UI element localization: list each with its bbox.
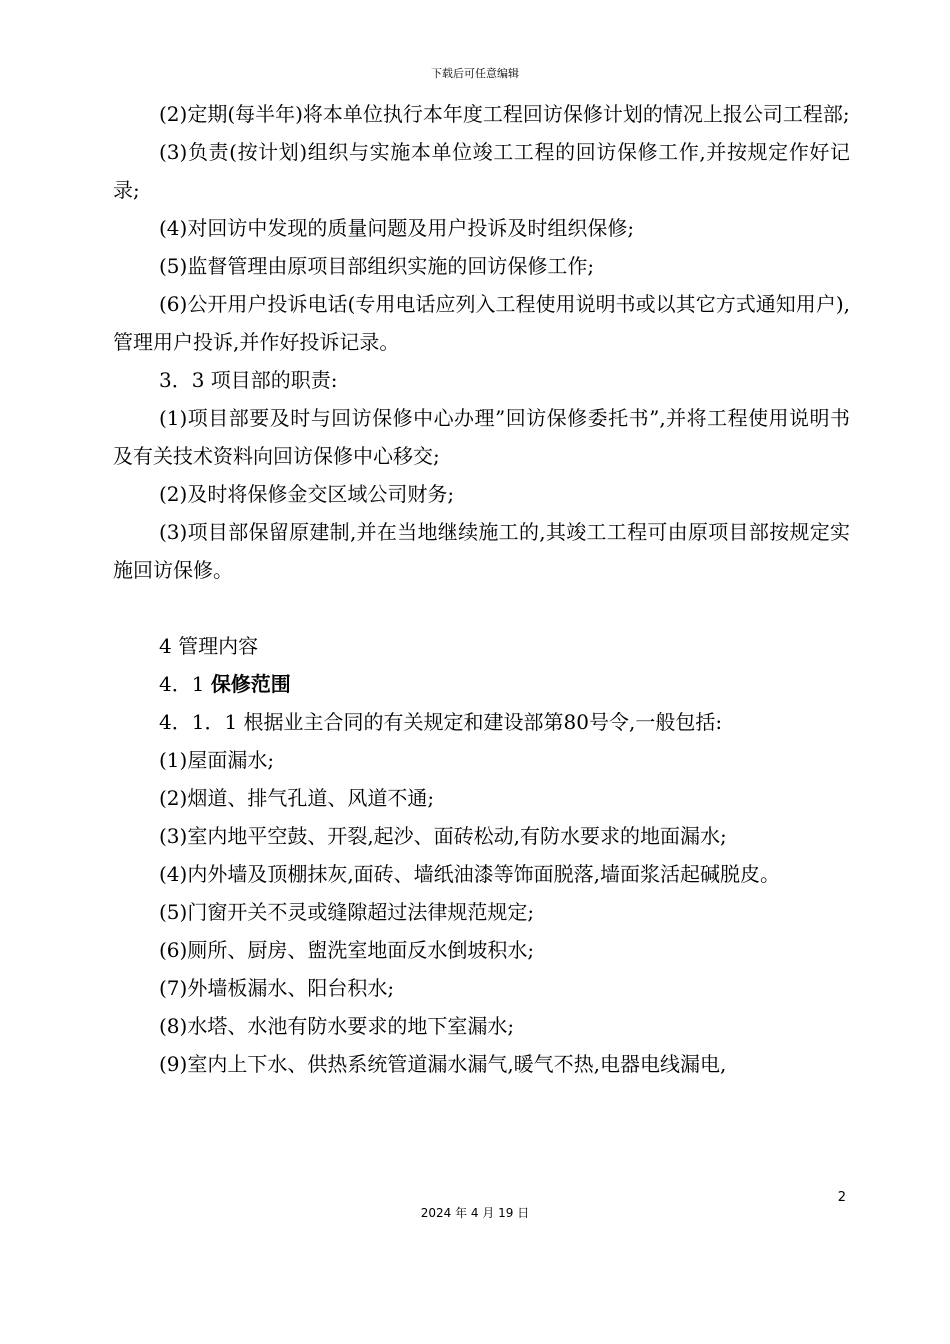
paragraph: (2)定期(每半年)将本单位执行本年度工程回访保修计划的情况上报公司工程部; — [159, 102, 850, 126]
list-item: (6)厕所、厨房、盥洗室地面反水倒坡积水; — [159, 938, 535, 962]
section-spacer — [113, 589, 850, 627]
section-3-3-heading: 3．3 项目部的职责: — [159, 368, 338, 392]
document-body — [113, 95, 850, 1083]
list-item: 4．1．1 根据业主合同的有关规定和建设部第80号令,一般包括: — [159, 710, 723, 734]
list-item: (8)水塔、水池有防水要求的地下室漏水; — [159, 1014, 515, 1038]
section-4-1-heading — [113, 665, 850, 703]
list-item: (1)屋面漏水; — [159, 748, 275, 772]
page-number: 2 — [837, 1190, 846, 1205]
list-item: (7)外墙板漏水、阳台积水; — [159, 976, 395, 1000]
section-4-heading: 4 管理内容 — [159, 634, 259, 658]
paragraph: (3)项目部保留原建制,并在当地继续施工的,其竣工工程可由原项目部按规定实施回访保修。 — [113, 520, 850, 582]
list-item: (5)门窗开关不灵或缝隙超过法律规范规定; — [159, 900, 535, 924]
section-4-1-number: 4．1 — [159, 672, 211, 696]
paragraph: (4)对回访中发现的质量问题及用户投诉及时组织保修; — [159, 216, 635, 240]
list-item: (2)烟道、排气孔道、风道不通; — [159, 786, 435, 810]
page-header: 下载后可任意编辑 — [431, 67, 519, 80]
section-4-1-title: 保修范围 — [210, 672, 291, 696]
page-footer-date: 2024 年 4 月 19 日 — [420, 1206, 530, 1220]
paragraph: (3)负责(按计划)组织与实施本单位竣工工程的回访保修工作,并按规定作好记录; — [113, 140, 850, 202]
list-item: (4)内外墙及顶棚抹灰,面砖、墙纸油漆等饰面脱落,墙面浆活起碱脱皮。 — [159, 862, 781, 886]
list-item: (3)室内地平空鼓、开裂,起沙、面砖松动,有防水要求的地面漏水; — [159, 824, 727, 848]
list-item: (9)室内上下水、供热系统管道漏水漏气,暖气不热,电器电线漏电, — [159, 1052, 727, 1076]
paragraph: (6)公开用户投诉电话(专用电话应列入工程使用说明书或以其它方式通知用户),管理用户投诉,并作好投诉记录。 — [113, 292, 850, 354]
paragraph: (5)监督管理由原项目部组织实施的回访保修工作; — [159, 254, 595, 278]
paragraph: (2)及时将保修金交区域公司财务; — [159, 482, 455, 506]
paragraph: (1)项目部要及时与回访保修中心办理”回访保修委托书”,并将工程使用说明书及有关技术资料向回访保修中心移交; — [113, 406, 850, 468]
